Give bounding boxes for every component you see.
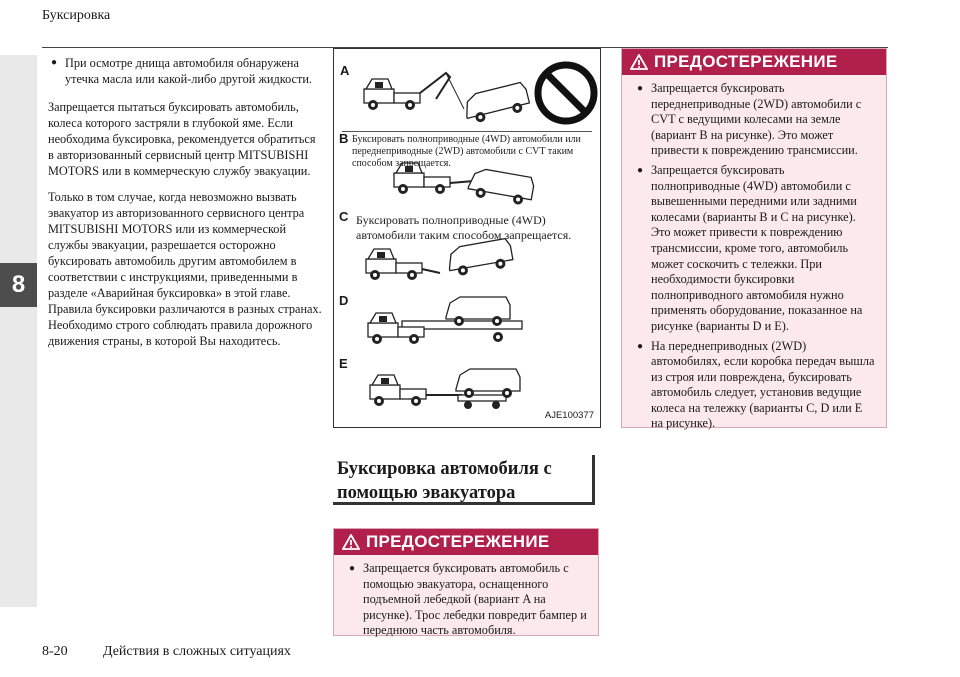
section-heading: Буксировка автомобиля с помощью эвакуатора (333, 455, 595, 505)
towing-illustration (333, 48, 601, 428)
page-header-title: Буксировка (42, 8, 111, 23)
scene-d (368, 297, 522, 344)
warning-item: ● Запрещается буксировать полноприводные (4WD) автомобили с вывешенными передними или задними колесами (варианты B и C на рисунке). Это может привести к повреждению трансмиссии, кроме того, автомобиль может соскочить с тележки. При необходимости буксировки полноприводного автомобиля нужно применять оборудование, показанное на рисунке (варианты D и E). (634, 163, 876, 335)
warning-box-tow-truck (333, 528, 599, 636)
paragraph-pit: Запрещается пытаться буксировать автомобиль, колеса которого застряли в глубокой яме. Если необходима буксировка, рекомендуется обратиться в авторизованный сервисный центр MITSUBISHI MOTORS или в коммерческую службу эвакуации. (48, 100, 316, 178)
warning-triangle-icon (630, 54, 648, 70)
warning-header (622, 49, 886, 75)
warning-item: ● Запрещается буксировать переднеприводные (2WD) автомобили с CVT с ведущими колесами на земле (вариант B на рисунке). Это может привести к повреждению трансмиссии. (634, 81, 876, 159)
chapter-sidebar (0, 55, 37, 607)
oil-leak-bullet: ● При осмотре днища автомобиля обнаружена утечка масла или какой-либо другой жидкости. (48, 55, 324, 87)
variant-c-caption: Буксировать полноприводные (4WD) автомобили таким способом запрещается. (356, 213, 572, 242)
warning-box-transmission (621, 48, 887, 431)
page-number: 8-20 (42, 644, 68, 659)
variant-b-label: B (339, 131, 349, 146)
variant-d-label: D (339, 293, 349, 308)
warning-body (334, 555, 598, 649)
warning-title: ПРЕДОСТЕРЕЖЕНИЕ (366, 532, 550, 551)
main-text-column (48, 55, 324, 359)
paragraph-towing-by-vehicle: Только в том случае, когда невозможно вызвать эвакуатор из авторизованного сервисного центра MITSUBISHI MOTORS или из коммерческой службы эвакуации, разрешается осторожно буксировать автомобиль другим автомобилем в соответствии с инструкциями, приведенными в разделе «Аварийная буксировка» в этой главе. Правила буксировки различаются в разных странах. Необходимо строго соблюдать правила дорожного движения страны, в которой Вы находитесь. (48, 190, 322, 348)
scene-e (370, 369, 520, 409)
warning-body (622, 75, 886, 442)
scene-c (366, 238, 514, 280)
scene-a (364, 73, 531, 125)
figure-divider-b (342, 131, 592, 132)
chapter-tab: 8 (0, 263, 37, 307)
footer-section-title: Действия в сложных ситуациях (103, 644, 291, 659)
variant-a-label: A (340, 63, 350, 78)
warning-item: ● Запрещается буксировать автомобиль с помощью эвакуатора, оснащенного подъемной лебедкой (вариант A на рисунке). Трос лебедки повредит бампер и переднюю часть автомобиля. (346, 561, 588, 639)
prohibition-icon (538, 65, 594, 121)
variant-e-label: E (339, 356, 348, 371)
variant-b-caption: Буксировать полноприводные (4WD) автомобили или переднеприводные (2WD) автомобили с CVT таким способом запрещается. (352, 134, 581, 169)
warning-title: ПРЕДОСТЕРЕЖЕНИЕ (654, 52, 838, 71)
warning-triangle-icon (342, 534, 360, 550)
figure-id: AJE100377 (544, 410, 594, 421)
warning-header (334, 529, 598, 555)
variant-c-label: C (339, 209, 349, 224)
warning-item: ● На переднеприводных (2WD) автомобилях, если коробка передач вышла из строя или повреждена, буксировать автомобиль следует, установив ведущие колеса на тележку (варианты C, D или E на рисунке). (634, 339, 876, 433)
